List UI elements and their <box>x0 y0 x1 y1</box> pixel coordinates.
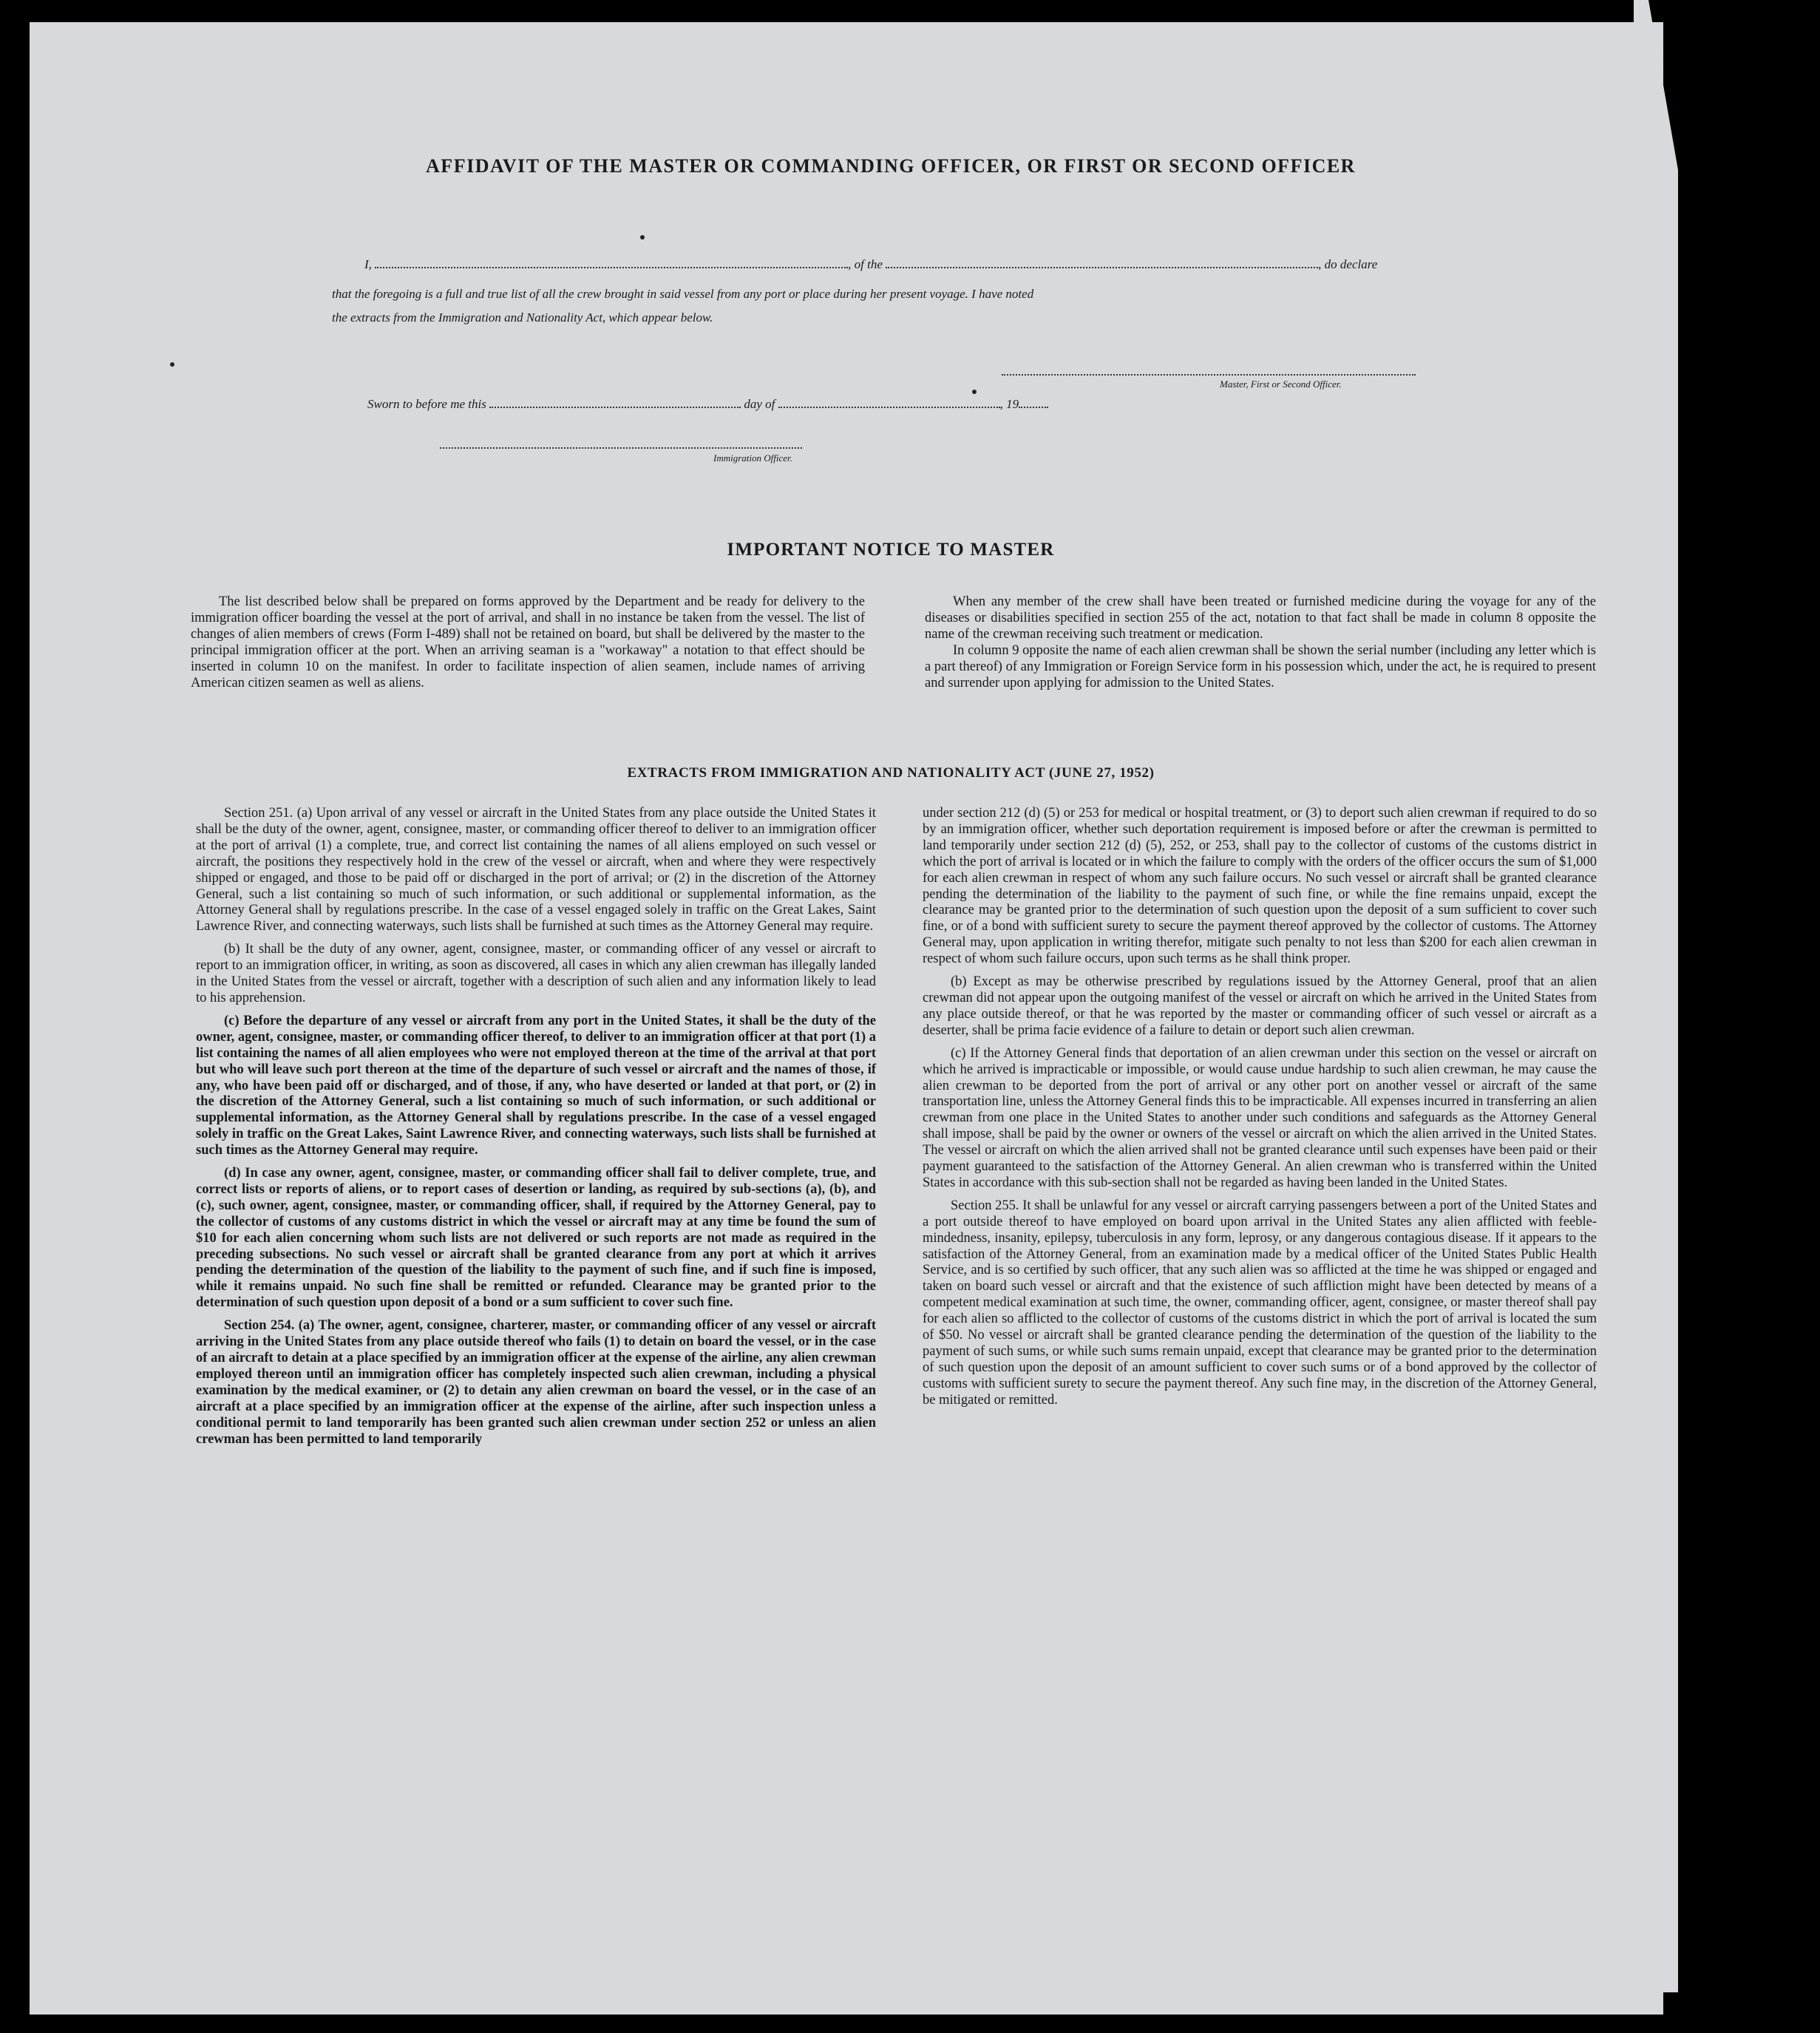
section-254a-continued: under section 212 (d) (5) or 253 for medical or hospital treatment, or (3) to deport such alien crewman if required to do so by an immigration officer, whether such deportation requirement is imposed before or after the crewman is permitted to land temporarily under section 212 (d) (5), 252, or 253, shall pay to the collector of customs of the customs district in which the port of arrival is located or in which the failure to comply with the orders of the officer occurs the sum of $1,000 for each alien crewman in respect of whom any such failure occurs. No such vessel or aircraft shall be granted clearance pending the determination of the liability to the payment of such fine, or while the fine remains unpaid, except the clearance may be granted prior to the determination of such question upon the deposit of a sum sufficient to cover such fine, or of a bond with sufficient surety to secure the payment thereof approved by the collector of customs. The Attorney General may, upon application in writing therefor, mitigate such penalty to not less than $200 for each alien crewman in respect of whom such failure occurs, upon such terms as he shall think proper. <box>923 806 1597 967</box>
section-255: Section 255. It shall be unlawful for any vessel or aircraft carrying passengers between a port of the United States and a port outside thereof to have employed on board upon arrival in the United States any alien afflicted with feeble-mindedness, insanity, epilepsy, tuberculosis in any form, leprosy, or any dangerous contagious disease. If it appears to the satisfaction of the Attorney General, from an examination made by a medical officer of the United States Public Health Service, and is so certified by such officer, that any such alien was so afflicted at the time he was shipped or engaged and taken on board such vessel or aircraft and that the existence of such affliction might have been detected by means of a competent medical examination at such time, the owner, commanding officer, agent, consignee, or master thereof shall pay for each alien so afflicted to the collector of customs of the customs district in which the port of arrival is located the sum of $50. No vessel or aircraft shall be granted clearance pending the determination of the question of the liability to the payment of such sums, or while such sums remain unpaid, except that clearance may be granted prior to the determination of such question upon the deposit of an amount sufficient to cover such sums or of a bond approved by the collector of customs with sufficient surety to secure the payment thereof. Any such fine may, in the discretion of the Attorney General, be mitigated or remitted. <box>923 1198 1597 1408</box>
notice-left-column <box>191 594 865 698</box>
declaration-text-1: that the foregoing is a full and true list of all the crew brought in said vessel from any port or place during her present voyage. I have noted <box>332 287 1034 301</box>
notice-right-column <box>925 594 1596 698</box>
do-declare-label: , do declare <box>1318 257 1378 271</box>
section-254b: (b) Except as may be otherwise prescribed by regulations issued by the Attorney General, proof that an alien crewman did not appear upon the outgoing manifest of the vessel or aircraft on which he arrived in the United States from any place outside thereof, or that he was reported by the master or commanding officer of such vessel or aircraft as a deserter, shall be prima facie evidence of a failure to detain or deport such alien crewman. <box>923 974 1597 1038</box>
extracts-title: EXTRACTS FROM IMMIGRATION AND NATIONALITY ACT (JUNE 27, 1952) <box>627 765 1155 781</box>
declaration-text-2: the extracts from the Immigration and Nationality Act, which appear below. <box>332 310 713 325</box>
notice-paragraph: In column 9 opposite the name of each alien crewman shall be shown the serial number (including any letter which is a part thereof) of any Immigration or Foreign Service form in his possession which, under the act, he is required to present and surrender upon applying for admission to the United States. <box>925 642 1596 690</box>
i-label: I, <box>364 257 372 271</box>
name-field[interactable] <box>375 267 848 268</box>
of-the-label: , of the <box>848 257 883 271</box>
affidavit-title: AFFIDAVIT OF THE MASTER OR COMMANDING OFFICER, OR FIRST OR SECOND OFFICER <box>426 155 1356 177</box>
section-251c: (c) Before the departure of any vessel or aircraft from any port in the United States, it shall be the duty of the owner, agent, consignee, master, or commanding officer thereof, to deliver to an immigration officer at that port (1) a list containing the names of all alien employees who were not employed thereon at the time of the arrival at that port but who will leave such port thereon at the time of the departure of such vessel or aircraft and the names of those, if any, who have been paid off or discharged, and of those, if any, who have deserted or landed at that port, or (2) in the discretion of the Attorney General, such a list containing so much of such information, or such additional or supplemental information, as the Attorney General shall by regulations prescribe. In the case of a vessel engaged solely in traffic on the Great Lakes, Saint Lawrence River, and connecting waterways, such lists shall be furnished at such times as the Attorney General may require. <box>196 1013 876 1158</box>
sworn-year-field[interactable] <box>1019 407 1048 408</box>
binder-hole <box>1717 327 1748 358</box>
binder-hole <box>1717 1325 1748 1356</box>
officer-signature-line[interactable] <box>440 447 802 449</box>
section-254c: (c) If the Attorney General finds that deportation of an alien crewman under this section on the vessel or aircraft on which he arrived is impracticable or impossible, or would cause undue hardship to such alien crewman, he may cause the alien crewman to be deported from the port of arrival or any other port on another vessel or aircraft of the same transportation line, unless the Attorney General finds this to be impracticable. All expenses incurred in transferring an alien crewman from one place in the United States to another under such conditions and safeguards as the Attorney General shall impose, shall be paid by the owner or owners of the vessel or aircraft on which the alien arrived in the United States. The vessel or aircraft on which the alien arrived shall not be granted clearance until such expenses have been paid or their payment guaranteed to the satisfaction of the Attorney General. An alien crewman who is transferred within the United States in accordance with this sub-section shall not be regarded as having been landed in the United States. <box>923 1045 1597 1190</box>
notice-title: IMPORTANT NOTICE TO MASTER <box>727 540 1055 560</box>
master-signature-label: Master, First or Second Officer. <box>1220 379 1342 390</box>
section-251d: (d) In case any owner, agent, consignee, master, or commanding officer shall fail to deliver complete, true, and correct lists or reports of aliens, or to report cases of desertion or landing, as required by sub-sections (a), (b), and (c), such owner, agent, consignee, master, or commanding officer, shall, if required by the Attorney General, pay to the collector of customs of any customs district in which the vessel or aircraft may at any time be found the sum of $10 for each alien concerning whom such lists are not delivered or such reports are not made as required in the preceding subsections. No such vessel or aircraft shall be granted clearance from any port at which it arrives pending the determination of the question of the liability to the payment of such fine, and if such fine is imposed, while it remains unpaid. No such fine shall be remitted or refunded. Clearance may be granted prior to the determination of such question upon deposit of a bond or a sum sufficient to cover such fine. <box>196 1166 876 1311</box>
binder-hole <box>1717 736 1748 767</box>
sworn-month-field[interactable] <box>778 407 1000 408</box>
year-label: , 19 <box>999 397 1019 411</box>
section-251b: (b) It shall be the duty of any owner, agent, consignee, master, or commanding officer of any vessel or aircraft to report to an immigration officer, in writing, as soon as discovered, all cases in which any alien crewman has illegally landed in the United States from the vessel or aircraft, together with a description of such alien and any information likely to lead to his apprehension. <box>196 942 876 1005</box>
officer-signature-label: Immigration Officer. <box>713 452 792 464</box>
day-of-label: day of <box>744 397 775 411</box>
notice-paragraph: The list described below shall be prepared on forms approved by the Department and be ready for delivery to the immigration officer boarding the vessel at the port of arrival, and shall in no instance be taken from the vessel. The list of changes of alien members of crews (Form I-489) shall not be retained on board, but shall be delivered by the master to the principal immigration officer at the port. When an arriving seaman is a "workaway" a notation to that effect should be inserted in column 10 on the manifest. In order to facilitate inspection of alien seamen, include names of arriving American citizen seamen as well as aliens. <box>191 594 865 690</box>
binder-hole <box>1717 1425 1748 1456</box>
scan-speck <box>972 390 977 394</box>
notice-paragraph: When any member of the crew shall have been treated or furnished medicine during the voyage for any of the diseases or disabilities specified in section 255 of the act, notation to that fact shall be made in column 8 opposite the name of the crewman receiving such treatment or medication. <box>925 594 1596 642</box>
binder-hole <box>1717 1825 1748 1856</box>
page-corner <box>1634 0 1678 1992</box>
section-254a: Section 254. (a) The owner, agent, consignee, charterer, master, or commanding officer of any vessel or aircraft arriving in the United States from any place outside thereof who fails (1) to detain on board the vessel, or in the case of an aircraft to detain at a place specified by an immigration officer at the expense of the airline, any alien crewman employed thereon until an immigration officer has completely inspected such alien crewman, including a physical examination by the medical examiner, or (2) to detain any alien crewman on board the vessel, or in the case of an aircraft at a place specified by an immigration officer at the expense of the airline, after such inspection unless a conditional permit to land temporarily has been granted such alien crewman under section 252 or unless an alien crewman has been permitted to land temporarily <box>196 1318 876 1447</box>
extracts-right-column <box>923 806 1597 1416</box>
scan-speck <box>170 362 174 367</box>
binder-hole <box>1717 630 1748 661</box>
vessel-field[interactable] <box>886 267 1318 268</box>
master-signature-line[interactable] <box>1002 374 1416 376</box>
extracts-left-column <box>196 806 876 1454</box>
sworn-line <box>367 397 1048 412</box>
declaration-line <box>364 257 1446 272</box>
section-251a: Section 251. (a) Upon arrival of any vessel or aircraft in the United States from any place outside the United States it shall be the duty of the owner, agent, consignee, master, or commanding officer thereof to deliver to an immigration officer at the port of arrival (1) a complete, true, and correct list containing the names of all aliens employed on such vessel or aircraft, the positions they respectively hold in the crew of the vessel or aircraft, when and where they were respectively shipped or engaged, and those to be paid off or discharged in the port of arrival; or (2) in the discretion of the Attorney General, such a list containing so much of such information, or such additional or supplemental information, as the Attorney General shall by regulations prescribe. In the case of a vessel engaged solely in traffic on the Great Lakes, Saint Lawrence River, and connecting waterways, such lists shall be furnished at such times as the Attorney General may require. <box>196 806 876 934</box>
sworn-label: Sworn to before me this <box>367 397 486 411</box>
scan-speck <box>640 235 645 240</box>
sworn-day-field[interactable] <box>489 407 741 408</box>
